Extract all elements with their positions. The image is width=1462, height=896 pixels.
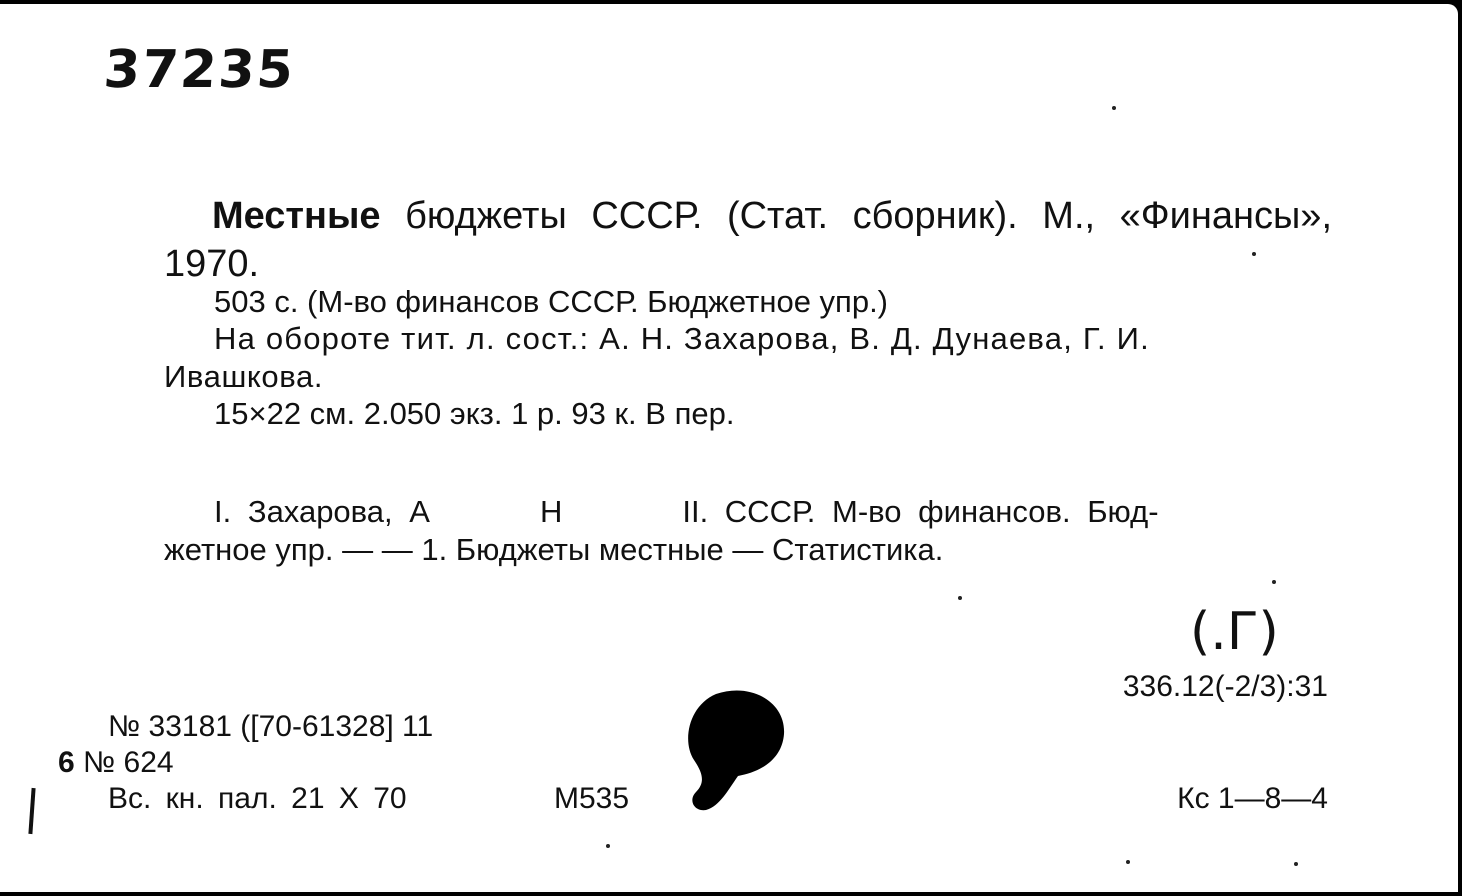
tracing-c: II. СССР. М-во финансов. Бюд-: [682, 494, 1159, 529]
pages-line: 503 с. (М-во финансов СССР. Бюджетное упр.): [214, 284, 889, 319]
order-number-line: [58, 746, 174, 780]
speck: [1272, 580, 1276, 584]
series-code: М535: [554, 782, 630, 815]
ink-blot-icon: [676, 686, 796, 816]
signed-line: Вс. кн. пал. 21 Х 70: [108, 782, 407, 815]
title-rest: бюджеты СССР. (Стат. сборник). М., «Финансы», 1970.: [164, 195, 1332, 285]
note-line-2: Ивашкова.: [164, 359, 324, 394]
speck: [1112, 106, 1116, 110]
tracing-b: Н: [539, 494, 563, 529]
speck: [1252, 252, 1256, 256]
classification-index: 336.12(-2/3):31: [1122, 670, 1328, 703]
tracing-line-2: жетное упр. — — 1. Бюджеты местные — Статистика.: [164, 532, 944, 567]
order-prefix: 6: [58, 746, 75, 779]
inventory-number: 37235: [101, 40, 298, 100]
speck: [1126, 860, 1130, 864]
speck: [958, 596, 962, 600]
note-line-1: На обороте тит. л. сост.: А. Н. Захарова, В. Д. Дунаева, Г. И.: [214, 321, 1150, 356]
card-numbers: № 33181 ([70-61328] 11: [108, 710, 434, 743]
tracing-a: I. Захарова, А: [214, 494, 430, 529]
format-line: 15×22 см. 2.050 экз. 1 р. 93 к. В пер.: [214, 396, 735, 431]
handwritten-mark: (.Г): [1190, 602, 1279, 662]
title-entry: [164, 192, 1332, 288]
title-bold: Местные: [212, 195, 381, 237]
tracing-line-1: [214, 494, 1159, 530]
speck: [1294, 862, 1298, 866]
margin-mark: [28, 788, 35, 834]
price-code: Кс 1—8—4: [1177, 782, 1328, 815]
speck: [606, 844, 610, 848]
catalog-card: [0, 4, 1458, 892]
order-number: № 624: [83, 746, 174, 779]
